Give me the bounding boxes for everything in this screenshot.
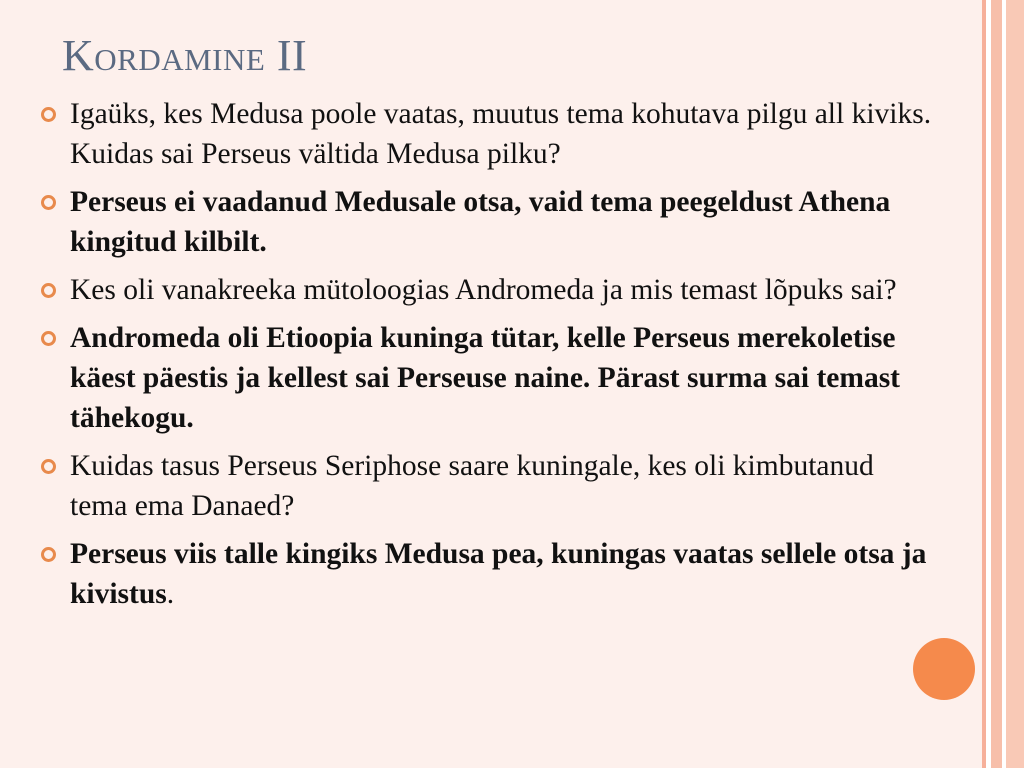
bullet-text: Perseus ei vaadanud Medusale otsa, vaid tema peegeldust Athena kingitud kilbilt.: [70, 186, 891, 258]
bullet-question-1: [38, 94, 938, 174]
bullet-answer-3: [38, 534, 938, 614]
decorative-stripe: [991, 0, 1002, 768]
decorative-stripe: [1006, 0, 1024, 768]
bullet-question-2: [38, 270, 938, 310]
bullet-ring-icon: [41, 107, 56, 122]
bullet-question-3: [38, 446, 938, 526]
slide-title: Kordamine II: [62, 31, 308, 80]
bullet-text: Perseus viis talle kingiks Medusa pea, kuningas vaatas sellele otsa ja kivistus: [70, 538, 927, 610]
bullet-ring-icon: [41, 283, 56, 298]
bullet-text: Andromeda oli Etioopia kuninga tütar, kelle Perseus merekoletise käest päestis ja kellest sai Perseuse naine. Pärast surma sai temast tähekogu.: [70, 322, 901, 434]
bullet-ring-icon: [41, 195, 56, 210]
bullet-ring-icon: [41, 331, 56, 346]
decorative-orange-circle: [913, 638, 975, 700]
bullet-text: Igaüks, kes Medusa poole vaatas, muutus tema kohutava pilgu all kiviks. Kuidas sai Perseus vältida Medusa pilku?: [70, 98, 932, 170]
bullet-answer-1: [38, 182, 938, 262]
bullet-ring-icon: [41, 459, 56, 474]
bullet-ring-icon: [41, 547, 56, 562]
bullet-answer-2: [38, 318, 938, 438]
bullet-trailing-period: .: [166, 578, 175, 610]
bullet-text: Kuidas tasus Perseus Seriphose saare kuningale, kes oli kimbutanud tema ema Danaed?: [70, 450, 874, 522]
bullet-list: [38, 94, 938, 622]
bullet-text: Kes oli vanakreeka mütoloogias Andromeda ja mis temast lõpuks sai?: [70, 274, 897, 306]
